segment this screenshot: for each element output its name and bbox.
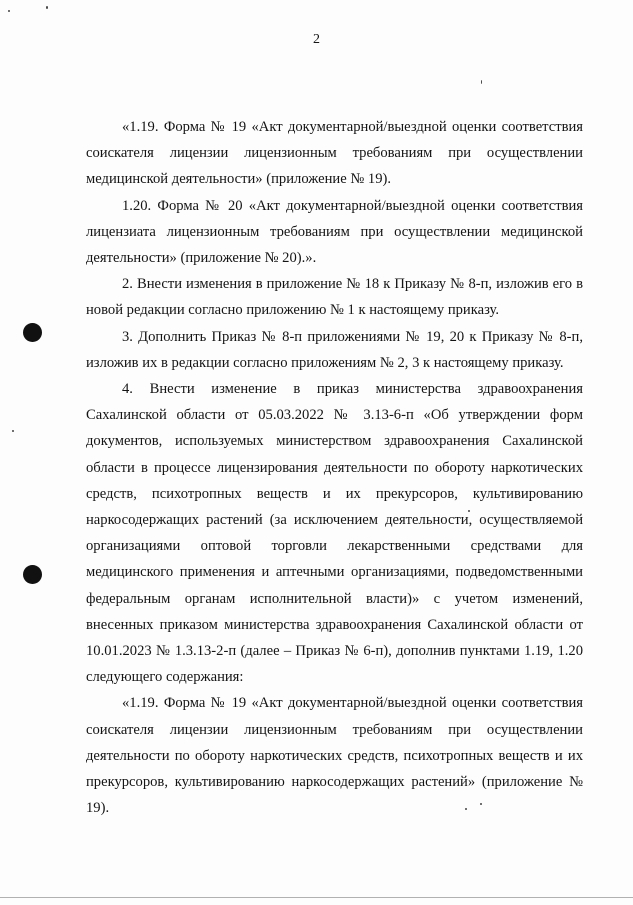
punch-hole-top: [23, 323, 42, 342]
paragraph-1-19-form-19: «1.19. Форма № 19 «Акт документарной/выездной оценки соответствия соискателя лицензии лицензионным требованиям при осуществлении медицинской деятельности» (приложение № 19).: [86, 119, 583, 188]
paragraph-item-4: 4. Внести изменение в приказ министерства здравоохранения Сахалинской области от 05.03.2022 № 3.13-6-п «Об утверждении форм документов, используемых министерством здравоохранения Сахалинской области в процессе лицензирования деятельности по обороту наркотических средств, психотропных веществ и их прекурсоров, культивированию наркосодержащих растений (за исключением деятельности, осуществляемой организациями оптовой торговли лекарственными средствами для медицинского применения и аптечными организациями, подведомственными федеральным органам исполнительной власти)» с учетом изменений, внесенных приказом министерства здравоохранения Сахалинской области от 10.01.2023 № 1.3.13-2-п (далее – Приказ № 6-п), дополнив пунктами 1.19, 1.20 следующего содержания:: [86, 381, 583, 686]
document-body: [86, 114, 583, 821]
scan-speck: [481, 80, 482, 84]
punch-hole-bottom: [23, 565, 42, 584]
page-number: 2: [313, 32, 320, 47]
paragraph-quoted-1-19: «1.19. Форма № 19 «Акт документарной/выездной оценки соответствия соискателя лицензии лицензионным требованиям при осуществлении деятельности по обороту наркотических средств, психотропных веществ и их прекурсоров, культивированию наркосодержащих растений» (приложение № 19).: [86, 695, 583, 817]
scan-speck: [8, 10, 10, 12]
scan-edge-mark: [0, 897, 633, 898]
paragraph-1-20-form-20: 1.20. Форма № 20 «Акт документарной/выездной оценки соответствия лицензиата лицензионным требованиям при осуществлении медицинской деятельности» (приложение № 20).».: [86, 197, 583, 267]
scan-speck: [12, 430, 14, 432]
paragraph-item-3: 3. Дополнить Приказ № 8-п приложениями № 19, 20 к Приказу № 8-п, изложив их в редакции согласно приложениям № 2, 3 к настоящему приказу.: [86, 328, 583, 371]
scan-speck: [46, 6, 48, 9]
paragraph-item-2: 2. Внести изменения в приложение № 18 к Приказу № 8-п, изложив его в новой редакции согласно приложению № 1 к настоящему приказу.: [86, 276, 583, 319]
